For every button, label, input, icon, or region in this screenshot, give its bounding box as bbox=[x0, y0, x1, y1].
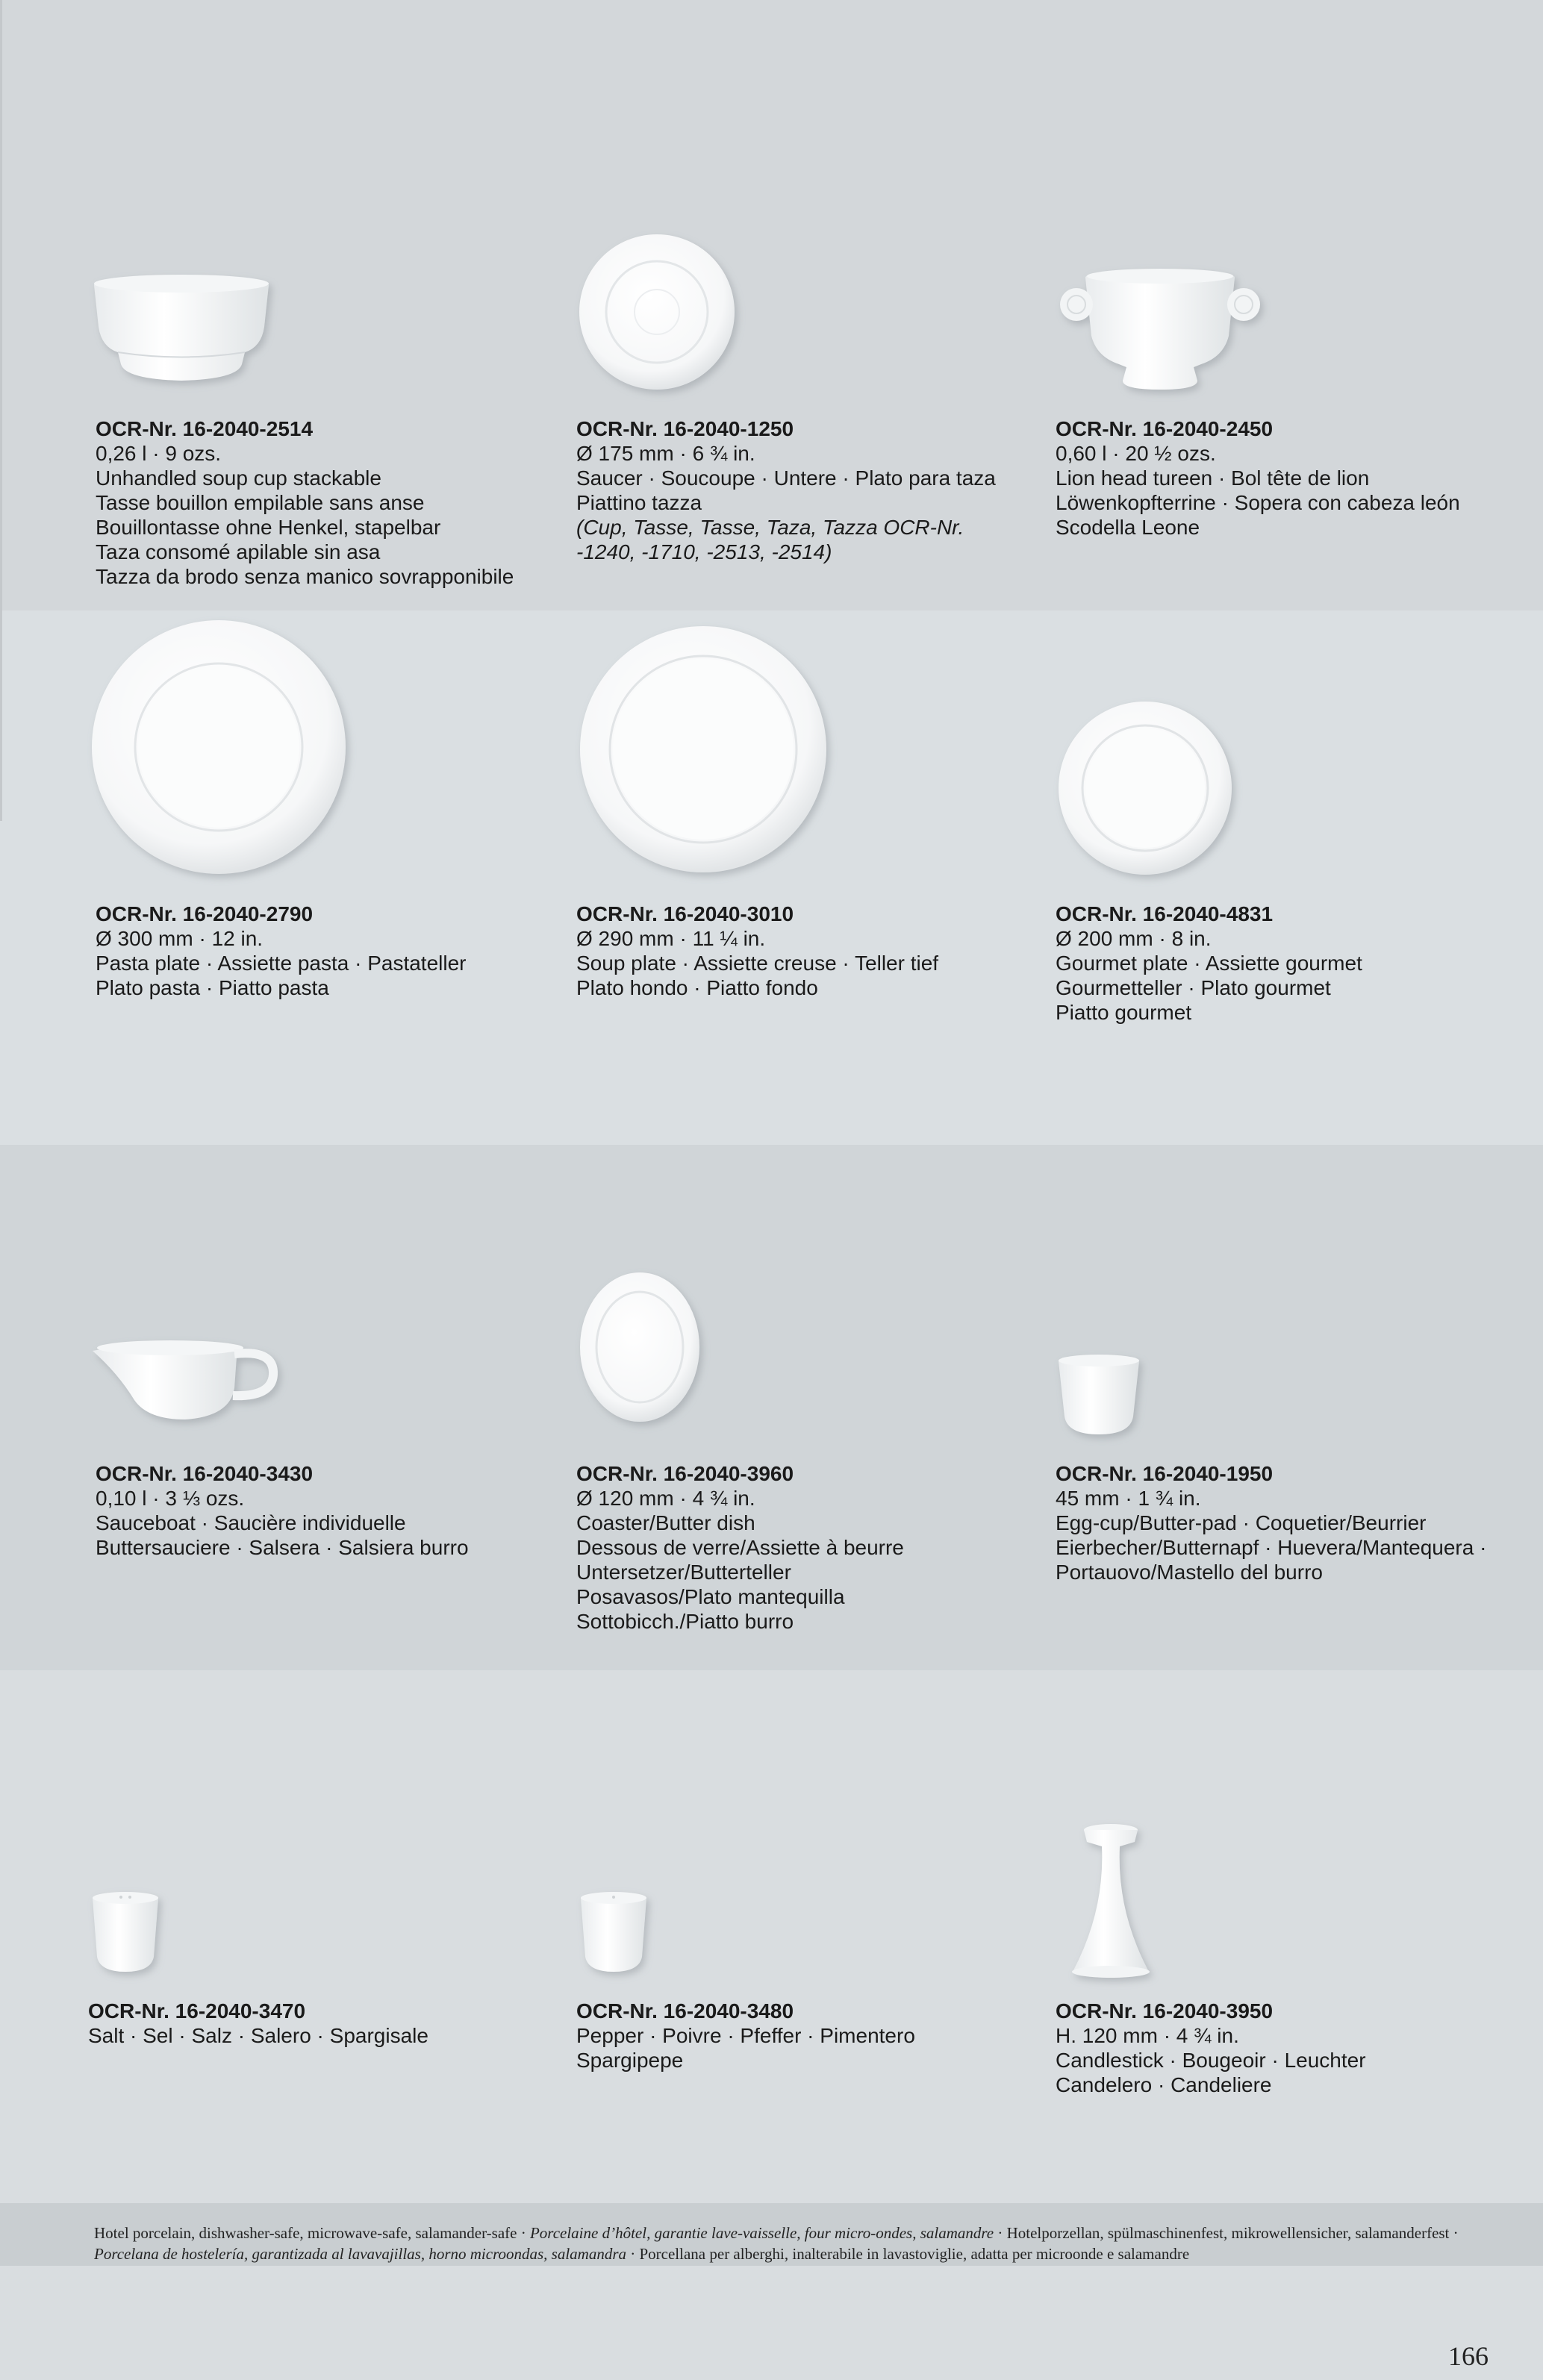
salt-shaker-image bbox=[88, 1888, 166, 1978]
product-desc: Lion head tureen · Bol tête de lion bbox=[1056, 466, 1370, 490]
product-spec: Ø 175 mm · 6 ¾ in. bbox=[576, 442, 755, 465]
product-desc: Bouillontasse ohne Henkel, stapelbar bbox=[96, 516, 441, 539]
pepper-shaker-image bbox=[576, 1888, 654, 1978]
candlestick-image bbox=[1059, 1821, 1163, 1985]
product-code: OCR-Nr. 16-2040-3470 bbox=[88, 1999, 306, 2023]
product-code: OCR-Nr. 16-2040-3960 bbox=[576, 1462, 794, 1485]
product-code: OCR-Nr. 16-2040-2514 bbox=[96, 417, 314, 440]
product-spec: 0,60 l · 20 ½ ozs. bbox=[1056, 442, 1216, 465]
product-desc: Scodella Leone bbox=[1056, 516, 1200, 539]
product-desc: Plato hondo · Piatto fondo bbox=[576, 976, 818, 999]
soup-cup-image bbox=[88, 269, 275, 396]
coaster-image bbox=[576, 1269, 703, 1425]
product-desc: Unhandled soup cup stackable bbox=[96, 466, 381, 490]
page-number: 166 bbox=[1448, 2341, 1489, 2371]
product-code: OCR-Nr. 16-2040-3480 bbox=[576, 1999, 794, 2023]
product-spec: 0,26 l · 9 ozs. bbox=[96, 442, 222, 465]
product-desc: Plato pasta · Piatto pasta bbox=[96, 976, 329, 999]
product-desc: Posavasos/Plato mantequilla bbox=[576, 1585, 845, 1608]
footer-segment: Porcelana de hostelería, garantizada al lavavajillas, horno microondas, salamandra bbox=[94, 2245, 626, 2263]
product-code: OCR-Nr. 16-2040-4831 bbox=[1056, 902, 1274, 925]
pasta-plate-image bbox=[88, 616, 349, 878]
soup-plate-image bbox=[576, 622, 830, 876]
product-desc: Taza consomé apilable sin asa bbox=[96, 540, 381, 563]
footer-segment: Hotel porcelain, dishwasher-safe, microwave-safe, salamander-safe · bbox=[94, 2224, 530, 2242]
product-desc: Portauovo/Mastello del burro bbox=[1056, 1561, 1323, 1584]
product-note: (Cup, Tasse, Tasse, Taza, Tazza OCR-Nr. bbox=[576, 516, 964, 539]
product-desc: Gourmetteller · Plato gourmet bbox=[1056, 976, 1331, 999]
product-code: OCR-Nr. 16-2040-3430 bbox=[96, 1462, 314, 1485]
product-desc: Tazza da brodo senza manico sovrapponibile bbox=[96, 565, 514, 588]
gourmet-plate-image bbox=[1056, 699, 1235, 878]
saucer-image bbox=[576, 231, 738, 393]
product-desc: Pasta plate · Assiette pasta · Pastateller bbox=[96, 952, 467, 975]
product-code: OCR-Nr. 16-2040-3950 bbox=[1056, 1999, 1274, 2023]
egg-cup-image bbox=[1056, 1351, 1145, 1440]
product-desc: Saucer · Soucoupe · Untere · Plato para taza bbox=[576, 466, 996, 490]
sauceboat-image bbox=[88, 1328, 282, 1433]
product-desc: Soup plate · Assiette creuse · Teller tief bbox=[576, 952, 939, 975]
product-spec: 45 mm · 1 ¾ in. bbox=[1056, 1487, 1201, 1510]
product-desc: Piattino tazza bbox=[576, 491, 702, 514]
product-desc: Gourmet plate · Assiette gourmet bbox=[1056, 952, 1362, 975]
product-code: OCR-Nr. 16-2040-2790 bbox=[96, 902, 314, 925]
product-desc: Candlestick · Bougeoir · Leuchter bbox=[1056, 2049, 1366, 2072]
product-note: -1240, -1710, -2513, -2514) bbox=[576, 540, 832, 563]
section-band-4 bbox=[0, 1670, 1543, 2203]
product-spec: Ø 120 mm · 4 ¾ in. bbox=[576, 1487, 755, 1510]
product-spec: 0,10 l · 3 ⅓ ozs. bbox=[96, 1487, 245, 1510]
product-code: OCR-Nr. 16-2040-1250 bbox=[576, 417, 794, 440]
product-spec: Ø 200 mm · 8 in. bbox=[1056, 927, 1212, 950]
product-desc: Coaster/Butter dish bbox=[576, 1511, 755, 1534]
product-desc: Sauceboat · Saucière individuelle bbox=[96, 1511, 406, 1534]
product-code: OCR-Nr. 16-2040-2450 bbox=[1056, 417, 1274, 440]
product-desc: Egg-cup/Butter-pad · Coquetier/Beurrier bbox=[1056, 1511, 1427, 1534]
product-code: OCR-Nr. 16-2040-1950 bbox=[1056, 1462, 1274, 1485]
footer-disclaimer bbox=[94, 2223, 1512, 2264]
footer-segment: Porcelaine d’hôtel, garantie lave-vaisselle, four micro-ondes, salamandre bbox=[529, 2224, 994, 2242]
footer-segment: · Porcellana per alberghi, inalterabile in lavastoviglie, adatta per microonde e salamandre bbox=[626, 2245, 1190, 2263]
product-desc: Löwenkopfterrine · Sopera con cabeza león bbox=[1056, 491, 1460, 514]
product-desc: Eierbecher/Butternapf · Huevera/Mantequera · bbox=[1056, 1536, 1487, 1559]
product-desc: Salt · Sel · Salz · Salero · Spargisale bbox=[88, 2024, 428, 2047]
tureen-image bbox=[1056, 261, 1265, 396]
footer-segment: · Hotelporzellan, spülmaschinenfest, mikrowellensicher, salamanderfest · bbox=[994, 2224, 1459, 2242]
product-desc: Tasse bouillon empilable sans anse bbox=[96, 491, 425, 514]
product-desc: Sottobicch./Piatto burro bbox=[576, 1610, 794, 1633]
product-desc: Buttersauciere · Salsera · Salsiera burro bbox=[96, 1536, 469, 1559]
product-desc: Piatto gourmet bbox=[1056, 1001, 1192, 1024]
product-spec: Ø 290 mm · 11 ¼ in. bbox=[576, 927, 766, 950]
product-spec: H. 120 mm · 4 ¾ in. bbox=[1056, 2024, 1239, 2047]
product-code: OCR-Nr. 16-2040-3010 bbox=[576, 902, 794, 925]
product-desc: Pepper · Poivre · Pfeffer · Pimentero bbox=[576, 2024, 915, 2047]
product-spec: Ø 300 mm · 12 in. bbox=[96, 927, 264, 950]
product-desc: Candelero · Candeliere bbox=[1056, 2073, 1272, 2096]
product-desc: Untersetzer/Butterteller bbox=[576, 1561, 791, 1584]
page-edge bbox=[0, 0, 2, 821]
product-desc: Spargipepe bbox=[576, 2049, 684, 2072]
product-desc: Dessous de verre/Assiette à beurre bbox=[576, 1536, 904, 1559]
